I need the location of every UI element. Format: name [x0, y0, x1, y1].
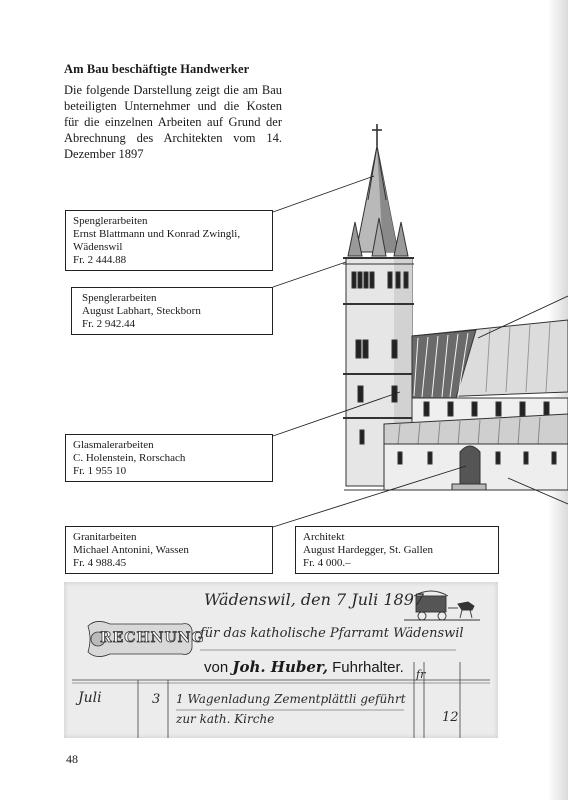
label-box-spenglerarbeiten-labhart: [71, 287, 273, 335]
invoice-recipient: für das katholische Pfarramt Wädenswil: [200, 626, 464, 641]
invoice-month: Juli: [78, 690, 102, 706]
label-box-spenglerarbeiten-blattmann: [65, 210, 273, 271]
invoice-image: [64, 582, 498, 738]
page-number: 48: [66, 752, 78, 766]
label-trade: Spenglerarbeiten: [73, 215, 148, 227]
rechnung-logo: [86, 618, 205, 660]
label-trade: Granitarbeiten: [73, 531, 137, 543]
label-box-glasmalerarbeiten: [65, 434, 273, 482]
invoice-currency: fr: [416, 668, 426, 681]
label-name: August Labhart, Steckborn: [82, 305, 201, 317]
invoice-amount: 12: [442, 710, 459, 725]
label-cost: Fr. 1 955 10: [73, 465, 127, 477]
label-cost: Fr. 4 988.45: [73, 557, 127, 569]
invoice-day: 3: [152, 692, 161, 707]
invoice-von: von: [204, 659, 229, 676]
label-name: August Hardegger, St. Gallen: [303, 544, 434, 556]
label-name: C. Holenstein, Rorschach: [73, 452, 186, 464]
label-cost: Fr. 4 000.–: [303, 557, 351, 569]
label-cost: Fr. 2 444.88: [73, 254, 127, 266]
intro-text: Die folgende Darstellung zeigt die am Bau beteiligten Unternehmer und die Kosten für die einzelnen Arbeiten auf Grund der Abrechnung des Architekten vom 14. Dezember 1897: [64, 83, 282, 161]
section-heading: Am Bau beschäftigte Handwerker: [64, 62, 250, 76]
label-trade: Spenglerarbeiten: [82, 292, 157, 304]
invoice-item-line2: zur kath. Kirche: [176, 712, 275, 726]
label-name: Michael Antonini, Wassen: [73, 544, 189, 556]
invoice-occupation: Fuhrhalter.: [332, 659, 404, 676]
invoice-issuer: [204, 658, 404, 676]
label-name: Ernst Blattmann und Konrad Zwingli,: [73, 228, 241, 240]
label-place: Wädenswil: [73, 241, 123, 253]
logo-text: RECHNUNG: [100, 630, 205, 646]
invoice-name: Joh. Huber,: [232, 658, 328, 676]
invoice-date: Wädenswil, den 7 Juli 1897: [204, 590, 425, 609]
invoice-item-line1: 1 Wagenladung Zementplättli geführt: [176, 692, 406, 706]
label-trade: Architekt: [303, 531, 345, 543]
label-box-architekt: [295, 526, 499, 574]
invoice-item: [176, 689, 406, 729]
label-trade: Glasmalerarbeiten: [73, 439, 154, 451]
label-cost: Fr. 2 942.44: [82, 318, 136, 330]
label-box-granitarbeiten: [65, 526, 273, 574]
